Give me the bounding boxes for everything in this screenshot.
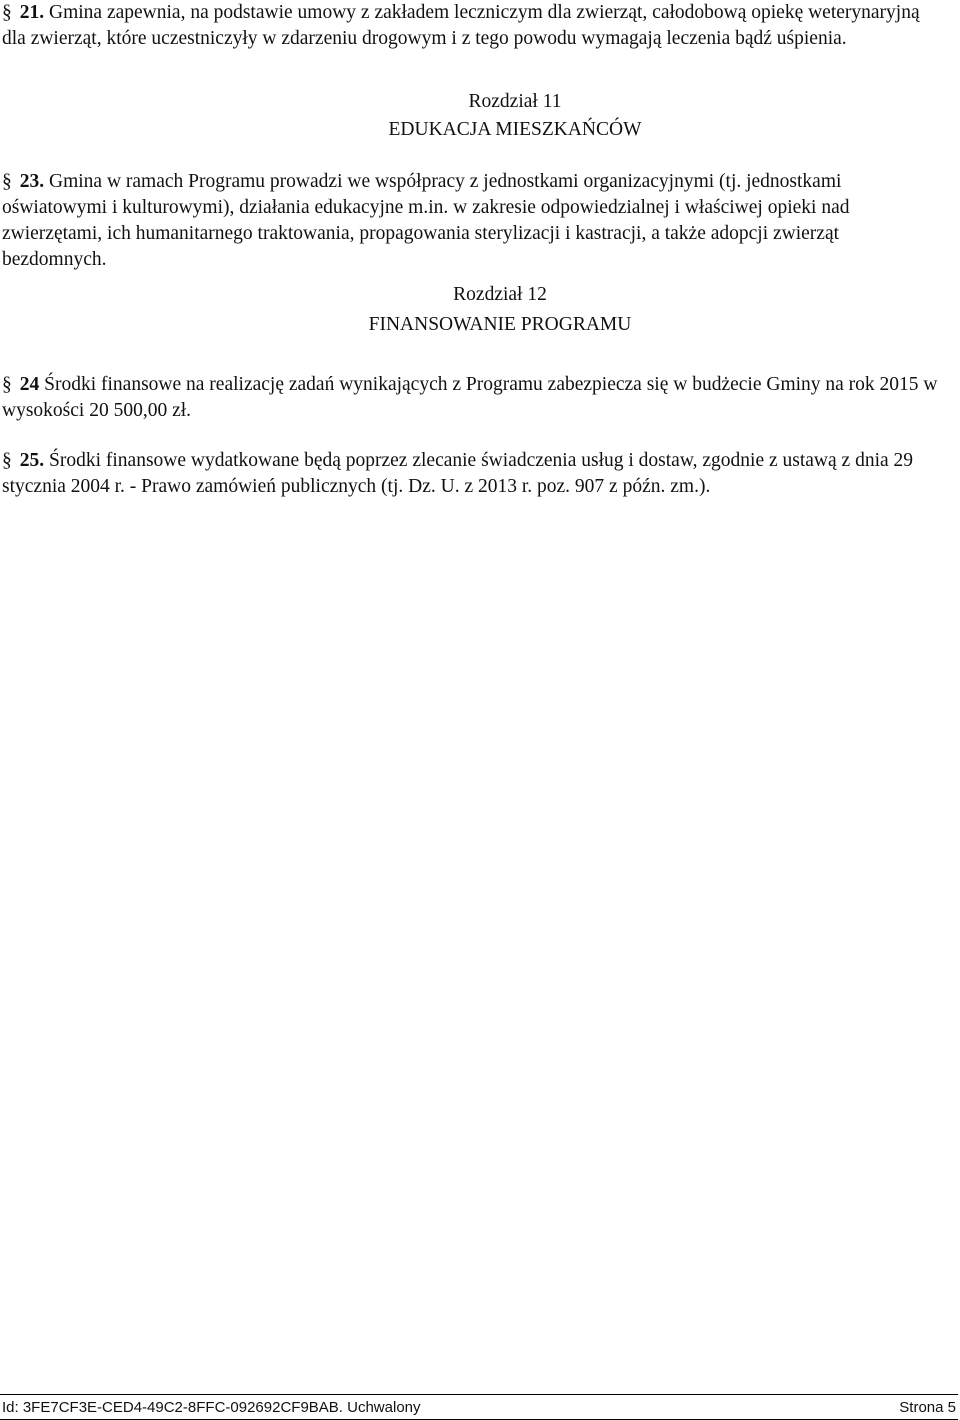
page-number: Strona 5	[899, 1399, 956, 1416]
section-symbol: §	[2, 2, 12, 23]
paragraph-number: 24	[19, 374, 40, 395]
chapter-11-title: EDUKACJA MIESZKAŃCÓW	[388, 119, 642, 140]
paragraph-text: Środki finansowe na realizację zadań wynikających z Programu zabezpiecza się w budżecie Gminy na rok 2015 w wysokości 20 500,00 zł.	[2, 374, 938, 421]
document-id: Id: 3FE7CF3E-CED4-49C2-8FFC-092692CF9BAB. Uchwalony	[2, 1399, 421, 1416]
section-symbol: §	[2, 374, 12, 395]
paragraph-text: Środki finansowe wydatkowane będą poprzez zlecanie świadczenia usług i dostaw, zgodnie z ustawą z dnia 29 stycznia 2004 r. - Prawo zamówień publicznych (tj. Dz. U. z 2013 r. poz. 907 z późn. zm.).	[2, 450, 914, 497]
paragraph-number: 23.	[19, 171, 45, 192]
section-symbol: §	[2, 450, 12, 471]
paragraph-number: 21.	[19, 2, 45, 23]
section-symbol: §	[2, 171, 12, 192]
chapter-12-title: FINANSOWANIE PROGRAMU	[368, 314, 632, 335]
page-footer	[0, 1394, 958, 1420]
paragraph-text: Gmina zapewnia, na podstawie umowy z zakładem leczniczym dla zwierząt, całodobową opiekę weterynaryjną dla zwierząt, które uczestniczyły w zdarzeniu drogowym i z tego powodu wymagają leczenia bądź uśpienia.	[2, 2, 920, 49]
paragraph-21	[2, 0, 946, 52]
paragraph-text: Gmina w ramach Programu prowadzi we współpracy z jednostkami organizacyjnymi (tj. jednostkami oświatowymi i kulturowymi), działania edukacyjne m.in. w zakresie odpowiedzialnej i właściwej opieki nad zwierzętami, ich humanitarnego traktowania, propagowania sterylizacji i kastracji, a także adopcji zwierząt bezdomnych.	[2, 171, 850, 270]
chapter-12-label: Rozdział 12	[453, 284, 547, 305]
chapter-11-label: Rozdział 11	[468, 91, 562, 112]
paragraph-23	[2, 169, 946, 273]
paragraph-24	[2, 372, 946, 424]
paragraph-number: 25.	[19, 450, 45, 471]
paragraph-25	[2, 448, 946, 500]
